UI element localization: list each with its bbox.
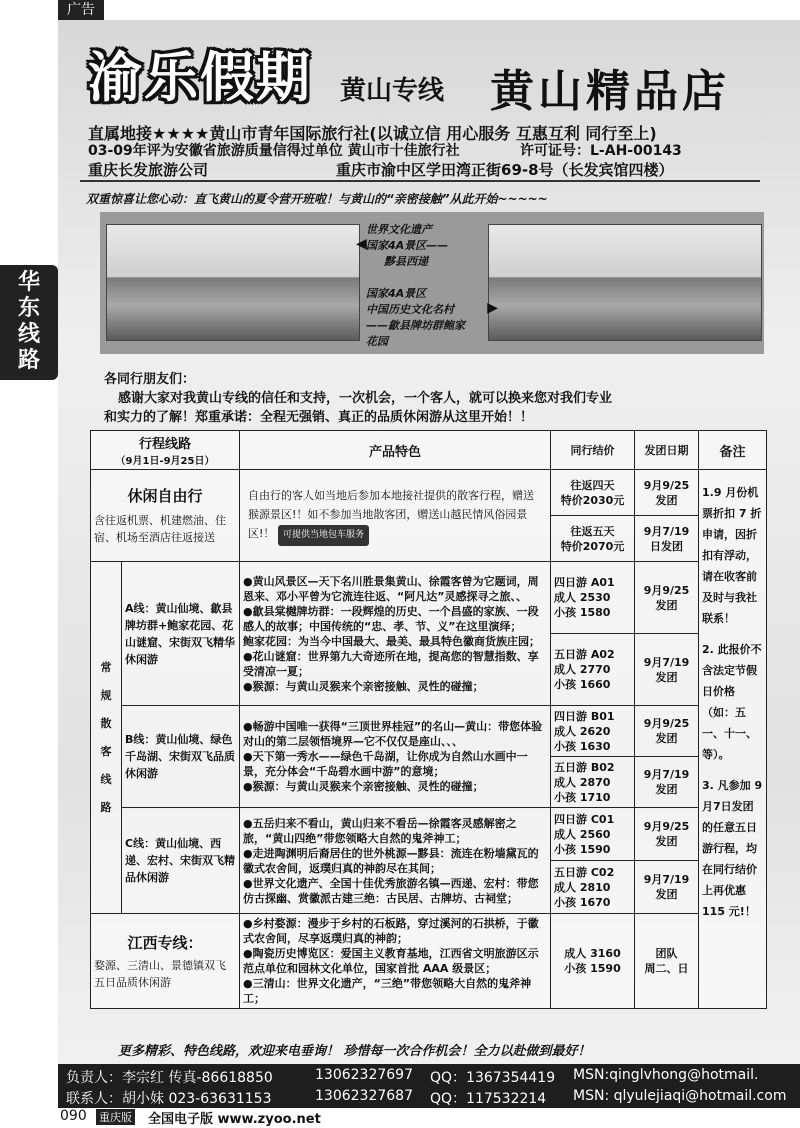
feature-item: ●天下第一秀水——绿色千岛湖，让你成为自然山水画中一景，充分体会“千岛碧水画中游”的意境； bbox=[243, 750, 528, 778]
adult-price: 成人 2770 bbox=[554, 663, 611, 676]
child-price: 小孩 1630 bbox=[554, 739, 611, 753]
date-value: 发团 bbox=[655, 670, 678, 684]
free-date-2 bbox=[635, 516, 699, 562]
vertical-glyph: 客 bbox=[100, 744, 112, 758]
vertical-glyph: 常 bbox=[100, 660, 112, 674]
caption1-line: 世界文化遗产 bbox=[366, 223, 432, 236]
jiangxi-date bbox=[635, 914, 699, 1009]
slogan: 更多精彩、特色线路，欢迎来电垂询！ 珍惜每一次合作机会！全力以赴做到最好！ bbox=[118, 1044, 591, 1059]
tour-price bbox=[551, 562, 635, 634]
contact-1-phone[interactable]: 13062327697 bbox=[315, 1067, 413, 1083]
contact-1-role: 负责人：李宗红 传真-86618850 bbox=[66, 1070, 273, 1086]
photo-caption-2 bbox=[366, 286, 498, 350]
vertical-glyph: 华 bbox=[17, 270, 40, 295]
jiangxi-title: 江西专线： bbox=[127, 933, 203, 952]
header-line-2: 03-09年评为安徽省旅游质量信得过单位 黄山市十佳旅行社 bbox=[88, 143, 460, 159]
date-value: 发团 bbox=[655, 783, 678, 796]
adult-price: 成人 2620 bbox=[554, 724, 611, 738]
vertical-glyph: 路 bbox=[17, 348, 40, 373]
jiangxi-price bbox=[551, 914, 635, 1009]
adult-price: 成人 3160 bbox=[564, 947, 621, 960]
letter-line-2: 和实力的了解！郑重承诺：全程无强销、真正的品质休闲游从这里开始！！ bbox=[104, 410, 534, 425]
tour-name: 五日游 B02 bbox=[554, 760, 615, 774]
line-label: 黄山专线 bbox=[340, 76, 445, 106]
car-service-badge: 可提供当地包车服务 bbox=[278, 525, 369, 546]
side-tab[interactable] bbox=[0, 265, 58, 380]
free-travel-desc: 含往返机票、机建燃油、住宿、机场至酒店往返接送 bbox=[94, 514, 226, 544]
page-number: 090 bbox=[60, 1108, 87, 1124]
tour-price bbox=[551, 757, 635, 808]
feature-item: ●走进陶渊明后裔居住的世外桃源—黟县：流连在粉墙黛瓦的徽式农舍间，返璞归真的神韵尽在其间； bbox=[243, 846, 539, 875]
feature-item: ●猴源：与黄山灵猴来个亲密接触、灵性的碰撞； bbox=[243, 679, 484, 693]
jiangxi-desc: 婺源、三清山、景德镇双飞五日品质休闲游 bbox=[94, 958, 226, 989]
price-value: 特价2030元 bbox=[560, 493, 625, 507]
price-value: 特价2070元 bbox=[560, 539, 625, 553]
price-label: 往返四天 bbox=[570, 478, 615, 492]
date-value: 发团 bbox=[655, 835, 678, 848]
free-date-1 bbox=[635, 470, 699, 516]
tour-price bbox=[551, 706, 635, 757]
free-travel-title: 休闲自由行 bbox=[127, 487, 203, 505]
feature-item: 鲍家花园：为当今中国最大、最美、最具特色徽商货族庄园； bbox=[243, 634, 541, 648]
date-label: 9月9/25 bbox=[643, 820, 690, 833]
free-price-2 bbox=[551, 516, 635, 562]
vertical-glyph: 散 bbox=[100, 716, 112, 730]
date-label: 9月9/25 bbox=[643, 717, 690, 730]
header-line-1: 直属地接★★★★黄山市青年国际旅行社(以诚立信 用心服务 互惠互利 同行至上) bbox=[88, 124, 657, 143]
tour-price bbox=[551, 808, 635, 861]
feature-item: ●乡村婺源：漫步于乡村的石板路，穿过溪河的石拱桥，于徽式农舍间，尽享返璞归真的神韵； bbox=[243, 917, 539, 945]
tour-date bbox=[635, 757, 699, 808]
note-1: 1.9 月份机票折扣 7 折申请，因折扣有浮动，请在收客前及时与我社联系！ bbox=[702, 486, 762, 625]
arrow-left-icon: ◀ bbox=[356, 236, 367, 252]
vertical-glyph: 线 bbox=[17, 322, 40, 347]
vertical-glyph: 路 bbox=[100, 800, 112, 814]
feature-item: ●猴源：与黄山灵猴来个亲密接触、灵性的碰撞； bbox=[243, 780, 484, 793]
date-label: 9月9/25 bbox=[643, 583, 690, 597]
child-price: 小孩 1590 bbox=[564, 962, 621, 975]
tour-name: 四日游 A01 bbox=[554, 576, 615, 589]
feature-item: ●黄山风景区—天下名川胜景集黄山、徐霞客曾为它题词，周恩来、邓小平曾为它流连往返、“阿凡达”灵感探寻之旅、、 bbox=[243, 574, 539, 603]
line-b-features bbox=[240, 706, 551, 808]
note-3: 3. 凡参加 9月7日发团的任意五日游行程，均在同行结价上再优惠 115 元!！ bbox=[702, 779, 763, 918]
tour-name: 四日游 B01 bbox=[554, 709, 615, 723]
caption2-line: 花园 bbox=[366, 335, 388, 348]
license-number: 许可证号：L-AH-00143 bbox=[520, 143, 682, 159]
paifang-photo bbox=[488, 224, 762, 341]
child-price: 小孩 1590 bbox=[554, 842, 611, 856]
tour-date bbox=[635, 562, 699, 634]
caption2-line: ——歙县牌坊群鲍家 bbox=[366, 319, 465, 332]
date-value: 发团 bbox=[655, 493, 678, 507]
feature-item: ●五岳归来不看山，黄山归来不看岳—徐霞客灵感解密之旅，“黄山四绝”带您领略大自然的鬼斧神工； bbox=[243, 816, 517, 845]
adult-price: 成人 2810 bbox=[554, 880, 611, 894]
adult-price: 成人 2530 bbox=[554, 591, 611, 604]
site-link[interactable]: 全国电子版 www.zyoo.net bbox=[148, 1112, 321, 1127]
letter-greeting: 各同行朋友们： bbox=[104, 372, 196, 387]
adult-price: 成人 2870 bbox=[554, 775, 611, 789]
adult-price: 成人 2560 bbox=[554, 827, 611, 841]
xidi-photo bbox=[106, 224, 360, 341]
photo-caption-1 bbox=[356, 222, 486, 270]
feature-item: ●陶瓷历史博览区：爱国主义教育基地，江西省文明旅游区示范点单位和园林文化单位，国家首批 AAA 级景区； bbox=[243, 947, 539, 975]
free-travel-feature bbox=[240, 470, 551, 562]
notes-cell bbox=[699, 470, 767, 1009]
line-c-route: C线：黄山仙境、西递、宏村、宋街双飞精品休闲游 bbox=[122, 808, 240, 914]
arrow-right-icon: ▶ bbox=[487, 300, 498, 316]
date-label: 9月9/25 bbox=[643, 478, 690, 492]
col-header-dates: 发团日期 bbox=[635, 431, 699, 470]
intro-text: 双重惊喜让您心动：直飞黄山的夏令营开班啦！与黄山的“亲密接触”从此开始~~~~~ bbox=[86, 192, 548, 206]
caption1-line: 国家4A景区—— bbox=[366, 239, 449, 252]
tour-name: 五日游 C02 bbox=[554, 865, 615, 879]
free-travel-cell bbox=[91, 470, 240, 562]
line-c-features bbox=[240, 808, 551, 914]
letter-line-1: 感谢大家对我黄山专线的信任和支持，一次机会，一个客人，就可以换来您对我们专业 bbox=[118, 391, 613, 406]
contact-2-role: 联系人：胡小妹 023-63631153 bbox=[66, 1091, 272, 1107]
free-price-1 bbox=[551, 470, 635, 516]
store-name: 黄山精品店 bbox=[490, 66, 730, 117]
date-value: 日发团 bbox=[650, 539, 684, 553]
line-a-features bbox=[240, 562, 551, 706]
date-value: 发团 bbox=[655, 598, 678, 612]
tour-price bbox=[551, 861, 635, 914]
col-header-features: 产品特色 bbox=[240, 431, 551, 470]
col-header-notes: 备注 bbox=[699, 431, 767, 470]
regular-lines-label bbox=[91, 562, 122, 914]
child-price: 小孩 1580 bbox=[554, 606, 611, 619]
feature-item: ●世界文化遗产、全国十佳优秀旅游名镇—西递、宏村：带您仿古探幽、赏徽派古建三绝：古民居、古牌坊、古祠堂； bbox=[243, 876, 539, 905]
contact-1-qq[interactable]: QQ：1367354419 bbox=[430, 1070, 556, 1086]
note-2: 2. 此报价不含法定节假日价格（如：五一、十一、等）。 bbox=[702, 643, 762, 761]
contact-2-msn[interactable]: MSN: qlyulejiaqi@hotmail.com bbox=[573, 1088, 787, 1104]
contact-2-qq[interactable]: QQ：117532214 bbox=[430, 1091, 547, 1107]
vertical-glyph: 东 bbox=[17, 296, 40, 321]
price-label: 往返五天 bbox=[570, 524, 615, 538]
date-label: 9月7/19 bbox=[643, 655, 690, 669]
vertical-glyph: 规 bbox=[100, 688, 112, 702]
agency-name: 重庆长发旅游公司 bbox=[88, 161, 209, 179]
child-price: 小孩 1710 bbox=[554, 790, 611, 804]
caption2-line: 中国历史文化名村 bbox=[366, 303, 454, 316]
line-a-route: A线：黄山仙境、歙县牌坊群+鲍家花园、花山谜窟、宋街双飞精华休闲游 bbox=[122, 562, 240, 706]
date-value: 周二、日 bbox=[644, 962, 689, 975]
jiangxi-features bbox=[240, 914, 551, 1009]
contact-bar bbox=[58, 1064, 800, 1108]
tour-date bbox=[635, 706, 699, 757]
tour-name: 五日游 A02 bbox=[554, 648, 615, 661]
tour-name: 四日游 C01 bbox=[554, 812, 615, 826]
route-header-label: 行程线路 bbox=[139, 437, 192, 452]
line-b-route: B线：黄山仙境、绿色千岛湖、宋街双飞品质休闲游 bbox=[122, 706, 240, 808]
tour-table bbox=[90, 430, 767, 1009]
contact-1-msn[interactable]: MSN:qinglvhong@hotmail. bbox=[573, 1067, 759, 1083]
free-travel-feature-text: 自由行的客人如当地后参加本地接社提供的散客行程，赠送猴源景区!！如不参加当地散客团，赠送山越民情风俗园景区!！ bbox=[248, 488, 535, 540]
tour-date bbox=[635, 634, 699, 706]
date-label: 9月7/19 bbox=[643, 768, 690, 781]
date-value: 发团 bbox=[655, 732, 678, 745]
brand-logo: 渝乐假期 bbox=[88, 46, 312, 109]
vertical-glyph: 线 bbox=[100, 772, 112, 786]
route-header-sub: （9月1日-9月25日） bbox=[115, 456, 215, 467]
ad-tag: 广告 bbox=[58, 0, 104, 20]
date-label: 9月7/19 bbox=[643, 873, 690, 886]
col-header-route bbox=[91, 431, 240, 470]
child-price: 小孩 1660 bbox=[554, 678, 611, 691]
feature-item: ●歙县棠樾牌坊群：一段辉煌的历史、一个昌盛的家族、一段感人的故事；中国传统的“忠、孝、节、义”在这里演绎； bbox=[243, 604, 539, 633]
agency-address: 重庆市渝中区学田湾正街69-8号（长发宾馆四楼） bbox=[336, 161, 674, 179]
tour-date bbox=[635, 861, 699, 914]
caption1-line: 黟县西递 bbox=[384, 255, 428, 268]
feature-item: ●畅游中国唯一获得“三顶世界桂冠”的名山—黄山：带您体验对山的第二层领悟境界—它不仅仅是座山、、、 bbox=[243, 720, 543, 748]
child-price: 小孩 1670 bbox=[554, 895, 611, 909]
caption2-line: 国家4A景区 bbox=[366, 287, 427, 300]
contact-2-phone[interactable]: 13062327687 bbox=[315, 1088, 413, 1104]
edition-badge: 重庆版 bbox=[96, 1109, 135, 1125]
tour-price bbox=[551, 634, 635, 706]
tour-date bbox=[635, 808, 699, 861]
date-value: 发团 bbox=[655, 888, 678, 901]
date-label: 9月7/19 bbox=[643, 524, 690, 538]
feature-item: ●三清山：世界文化遗产，“三绝”带您领略大自然的鬼斧神工； bbox=[243, 977, 532, 1005]
feature-item: ●花山谜窟：世界第九大奇迹所在地，提高您的智慧指数、享受清凉一夏； bbox=[243, 649, 539, 678]
jiangxi-cell bbox=[91, 914, 240, 1009]
divider bbox=[80, 180, 760, 182]
col-header-price: 同行结价 bbox=[551, 431, 635, 470]
side-tab-label bbox=[0, 265, 58, 374]
date-label: 团队 bbox=[655, 947, 678, 960]
